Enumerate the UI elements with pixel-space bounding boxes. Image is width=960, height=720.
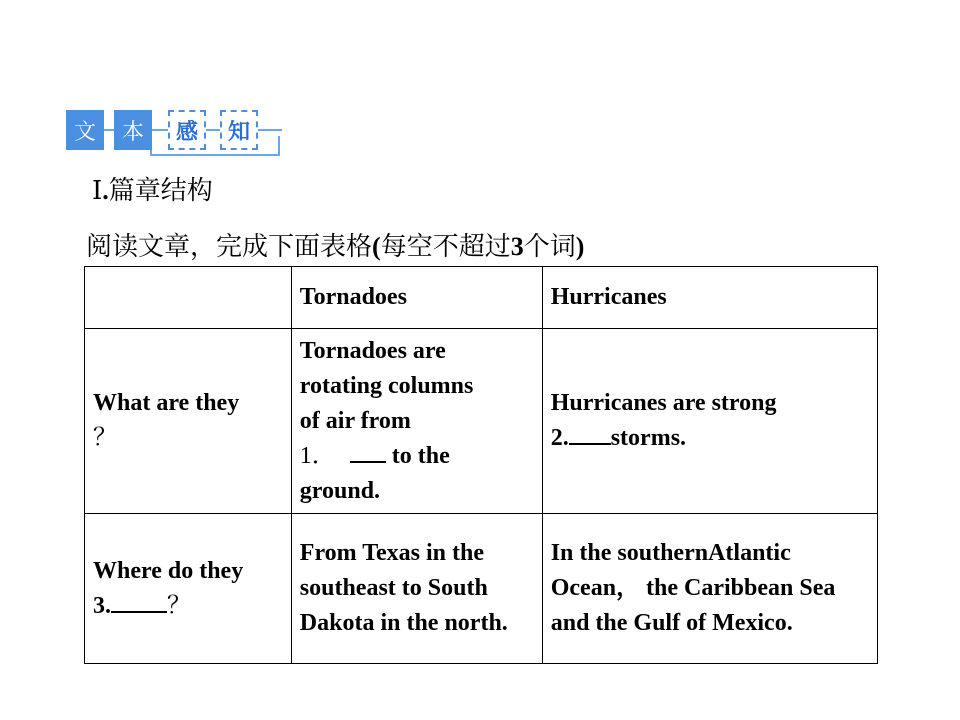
question-text: What are they bbox=[93, 390, 240, 416]
structure-table bbox=[84, 266, 878, 664]
hurricane-line-1: Hurricanes are strong bbox=[550, 390, 777, 416]
table-row bbox=[85, 329, 878, 514]
blank-label-1: 1． bbox=[299, 442, 336, 469]
tornado-line-1: Tornadoes are bbox=[299, 337, 446, 364]
instruction-num: 3 bbox=[510, 232, 524, 261]
hurricane-after-blank: storms. bbox=[610, 425, 687, 451]
question-cell-what bbox=[85, 329, 292, 514]
table-row bbox=[85, 514, 878, 664]
hurricane-location-cell: In the southernAtlantic Ocean， the Caribbean Sea and the Gulf of Mexico. bbox=[542, 514, 877, 664]
table-header-row bbox=[85, 267, 878, 329]
tornado-definition-cell bbox=[291, 329, 542, 514]
instruction-text bbox=[86, 230, 584, 264]
header-cell-empty bbox=[85, 267, 292, 329]
badge-char-4: 知 bbox=[220, 110, 258, 150]
blank-label-2: 2. bbox=[550, 425, 569, 451]
section-badge bbox=[66, 108, 282, 160]
header-cell-tornadoes: Tornadoes bbox=[291, 267, 542, 329]
hurricane-definition-cell bbox=[542, 329, 877, 514]
tornado-line-end: ground. bbox=[299, 477, 381, 504]
section-numeral: Ⅰ bbox=[92, 176, 103, 205]
tornado-after-blank: to the bbox=[391, 442, 450, 469]
instruction-paren-open: ( bbox=[372, 232, 381, 261]
instruction-mid: 每空不超过 bbox=[380, 232, 511, 261]
badge-char-3: 感 bbox=[168, 110, 206, 150]
badge-char-1: 文 bbox=[66, 110, 104, 150]
tornado-line-3: of air from bbox=[299, 407, 411, 434]
badge-char-2: 本 bbox=[114, 110, 152, 150]
instruction-paren-close: ) bbox=[575, 232, 585, 261]
section-title: 篇章结构 bbox=[108, 176, 213, 205]
answer-blank-3[interactable] bbox=[111, 589, 167, 613]
section-heading: Ⅰ.篇章结构 bbox=[92, 176, 213, 205]
header-cell-hurricanes: Hurricanes bbox=[542, 267, 877, 329]
tornado-line-2: rotating columns bbox=[299, 372, 474, 399]
blank-label-3: 3. bbox=[93, 592, 111, 619]
tornado-location-cell: From Texas in the southeast to South Dakota in the north. bbox=[291, 514, 542, 664]
question-mark: ？ bbox=[167, 592, 191, 619]
answer-blank-1[interactable] bbox=[350, 439, 386, 463]
instruction-suffix: 个词 bbox=[523, 232, 576, 261]
question-mark: ？ bbox=[93, 425, 117, 451]
question-cell-where bbox=[85, 514, 292, 664]
instruction-prefix: 阅读文章，完成下面表格 bbox=[86, 232, 373, 261]
question-text: Where do they bbox=[93, 557, 244, 584]
answer-blank-2[interactable] bbox=[569, 421, 611, 445]
